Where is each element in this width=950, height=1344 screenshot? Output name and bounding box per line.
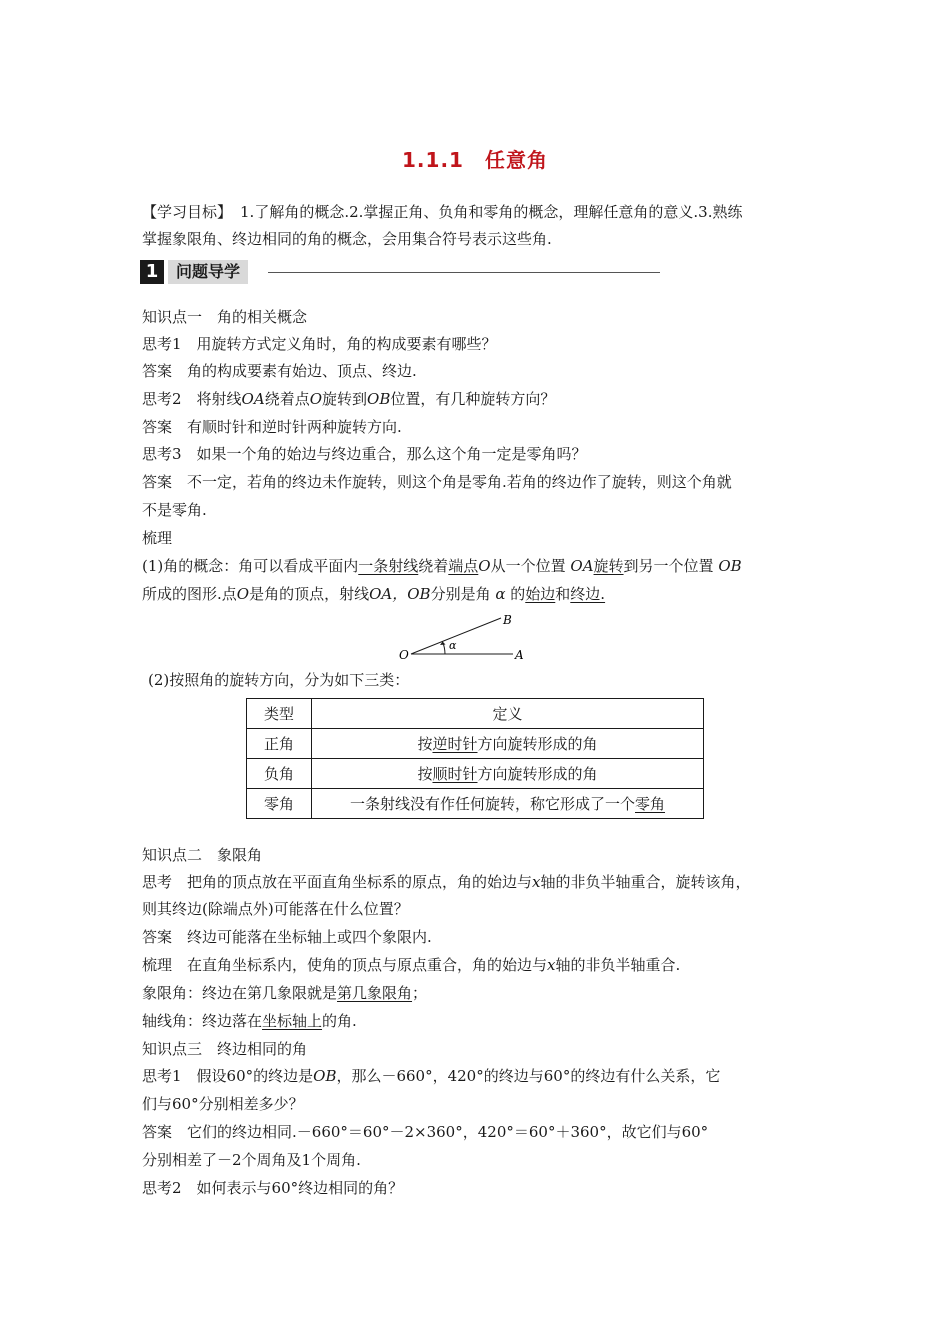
page-title: 1.1.1 任意角 (402, 148, 548, 172)
kp2-question-line-1: 思考 把角的顶点放在平面直角坐标系的原点，角的始边与x轴的非负半轴重合，旋转该角， (142, 873, 751, 891)
table-cell-type: 零角 (247, 789, 312, 819)
table-row (247, 759, 704, 789)
objectives-line-1: 【学习目标】 1.了解角的概念.2.掌握正角、负角和零角的概念，理解任意角的意义.3.熟练 (142, 203, 743, 221)
kp3-question-2: 思考2 如何表示与60°终边相同的角？ (142, 1179, 404, 1197)
section-label: 问题导学 (168, 260, 248, 284)
label-o: O (399, 648, 409, 662)
table-cell-type: 负角 (247, 759, 312, 789)
table-cell-type: 正角 (247, 729, 312, 759)
label-a: A (515, 648, 524, 662)
table-row (247, 729, 704, 759)
kp3-answer-1-line-1: 答案 它们的终边相同.－660°＝60°－2×360°，420°＝60°＋360°，故它们与60° (142, 1123, 709, 1141)
angle-diagram (399, 612, 535, 664)
table-cell-definition: 按顺时针方向旋转形成的角 (312, 759, 704, 789)
section-header (140, 260, 530, 284)
objectives-line-2: 掌握象限角、终边相同的角的概念，会用集合符号表示这些角. (142, 230, 552, 248)
angle-concept-line-2: 所成的图形.点O是角的顶点，射线OA，OB分别是角 α 的始边和终边. (142, 585, 606, 603)
kp2-answer: 答案 终边可能落在坐标轴上或四个象限内. (142, 928, 432, 946)
table-header: 定义 (312, 699, 704, 729)
kp3-question-1-line-1: 思考1 假设60°的终边是OB，那么－660°，420°的终边与60°的终边有什么关系，它 (142, 1067, 721, 1085)
kp1-answer-1: 答案 角的构成要素有始边、顶点、终边. (142, 362, 417, 380)
section-rule (268, 272, 660, 273)
table-header: 类型 (247, 699, 312, 729)
kp1-answer-2: 答案 有顺时针和逆时针两种旋转方向. (142, 418, 402, 436)
quadrant-angle-definition: 象限角：终边在第几象限就是第几象限角； (142, 984, 428, 1002)
kp1-answer-3-line-2: 不是零角. (142, 501, 207, 519)
kp2-summary: 梳理 在直角坐标系内，使角的顶点与原点重合，角的始边与x轴的非负半轴重合. (142, 956, 681, 974)
kp1-answer-3-line-1: 答案 不一定，若角的终边未作旋转，则这个角是零角.若角的终边作了旋转，则这个角就 (142, 473, 732, 491)
kp3-question-1-line-2: 们与60°分别相差多少？ (142, 1095, 304, 1113)
kp1-question-1: 思考1 用旋转方式定义角时，角的构成要素有哪些？ (142, 335, 497, 353)
table-row (247, 789, 704, 819)
kp2-heading: 知识点二 象限角 (142, 846, 263, 864)
objectives-label: 【学习目标】 (142, 203, 233, 221)
angle-concept-line-1: (1)角的概念：角可以看成平面内一条射线绕着端点O从一个位置 OA旋转到另一个位置 OB (142, 557, 742, 575)
kp1-question-3: 思考3 如果一个角的始边与终边重合，那么这个角一定是零角吗？ (142, 445, 587, 463)
table-cell-definition: 一条射线没有作任何旋转，称它形成了一个零角 (312, 789, 704, 819)
kp1-summary-label: 梳理 (142, 529, 173, 547)
section-number: 1 (140, 260, 164, 284)
kp2-question-line-2: 则其终边(除端点外)可能落在什么位置？ (142, 900, 409, 918)
label-alpha: α (449, 639, 457, 652)
kp1-question-2: 思考2 将射线OA绕着点O旋转到OB位置，有几种旋转方向？ (142, 390, 556, 408)
axis-angle-definition: 轴线角：终边落在坐标轴上的角. (142, 1012, 357, 1030)
table-cell-definition: 按逆时针方向旋转形成的角 (312, 729, 704, 759)
classification-intro: (2)按照角的旋转方向，分为如下三类： (148, 671, 410, 689)
angle-types-table (246, 698, 704, 819)
kp1-heading: 知识点一 角的相关概念 (142, 308, 308, 326)
table-header-row (247, 699, 704, 729)
label-b: B (503, 613, 512, 627)
kp3-answer-1-line-2: 分别相差了－2个周角及1个周角. (142, 1151, 361, 1169)
kp3-heading: 知识点三 终边相同的角 (142, 1040, 308, 1058)
